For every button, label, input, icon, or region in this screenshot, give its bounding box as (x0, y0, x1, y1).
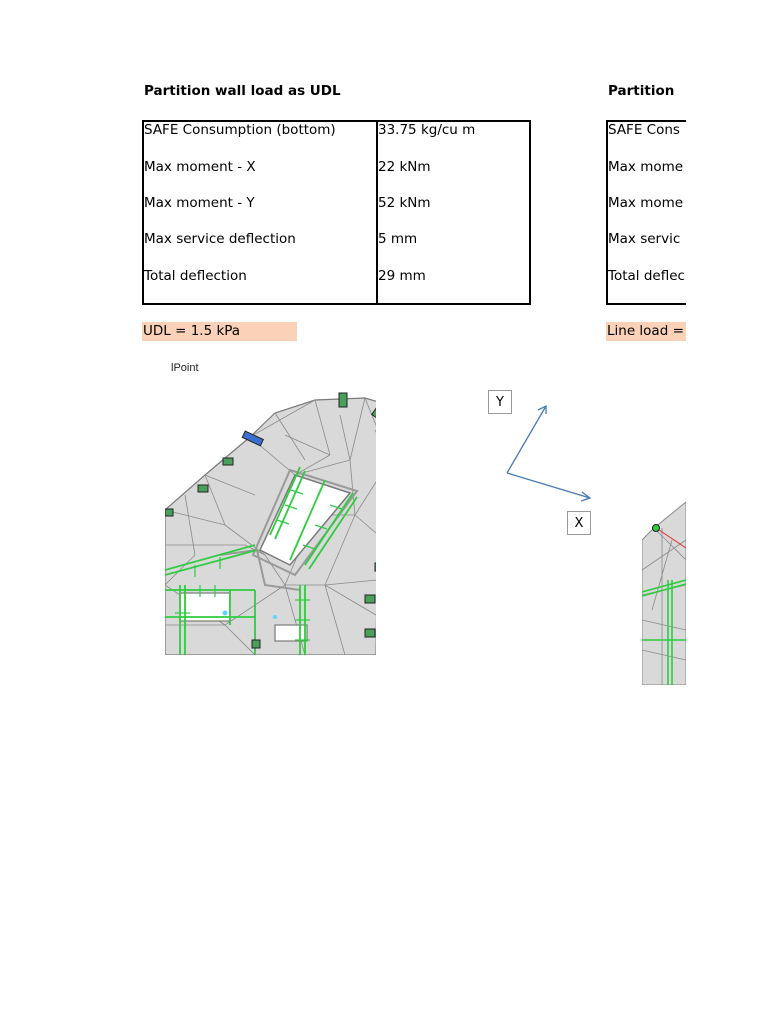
left-results-table: SAFE Consumption (bottom) 33.75 kg/cu m Max moment - X 22 kNm Max moment - Y 52 kNm Max service deflection 5 mm Total deflection 29 mm (142, 120, 531, 305)
axes-arrows (500, 398, 600, 508)
right-load-note: Line load = (606, 322, 686, 341)
right-heading: Partition (608, 83, 675, 99)
right-mesh-view (642, 500, 686, 685)
view-label: lPoint (171, 362, 199, 374)
y-axis-label: Y (488, 390, 512, 414)
x-axis-arrow (507, 473, 590, 498)
x-axis-label: X (567, 511, 591, 535)
left-load-note: UDL = 1.5 kPa (142, 322, 297, 341)
right-results-table: SAFE Cons Max mome Max mome Max servic Total deflec (606, 120, 686, 305)
left-heading: Partition wall load as UDL (144, 83, 341, 99)
left-mesh-view (165, 385, 435, 655)
y-axis-arrow (507, 406, 546, 473)
